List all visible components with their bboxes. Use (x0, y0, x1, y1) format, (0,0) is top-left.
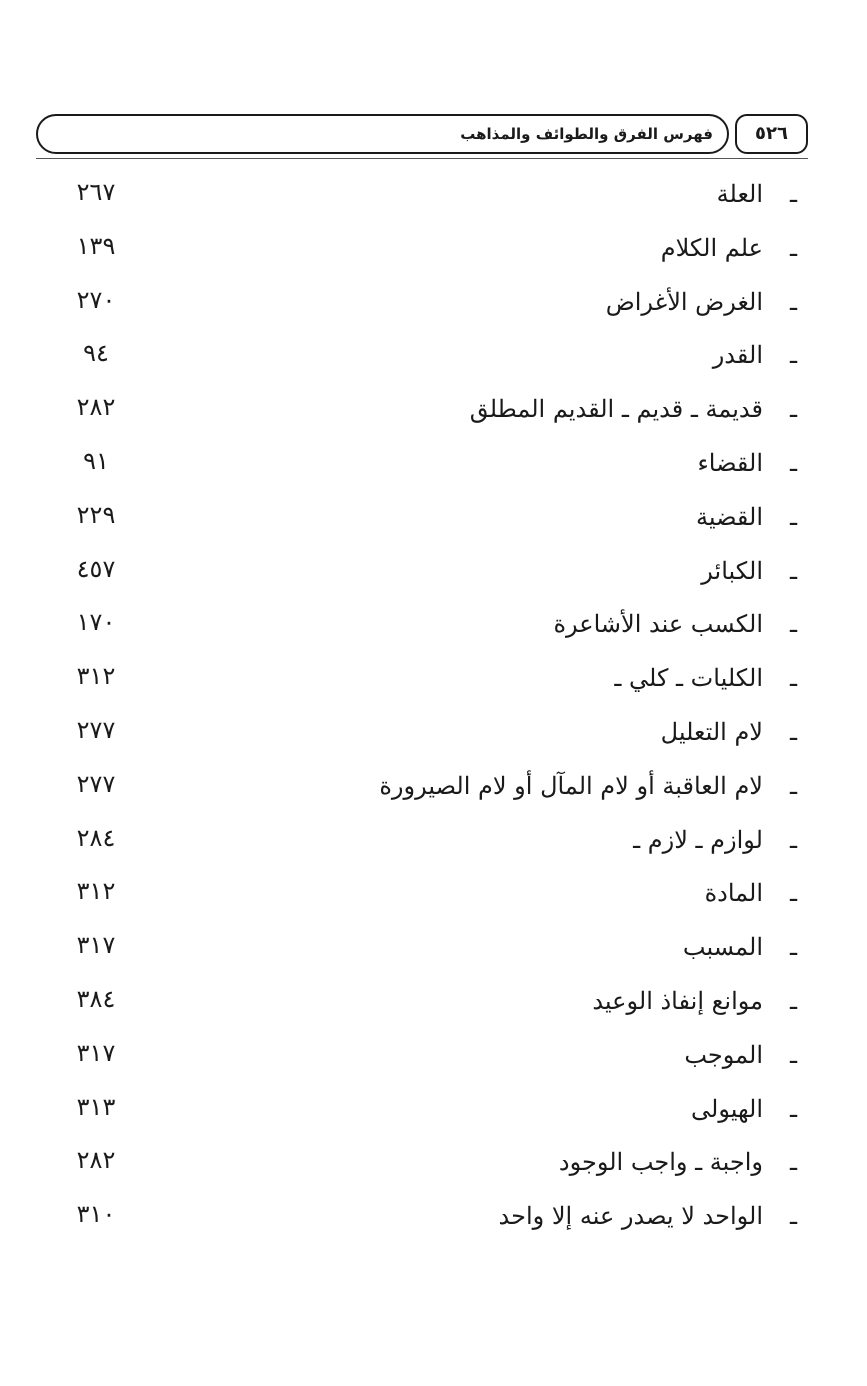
entry-dash: ـ (789, 502, 797, 531)
header-rule (36, 158, 808, 159)
index-entry (0, 598, 867, 652)
entry-page-number: ٣١٢ (76, 662, 116, 691)
entry-term: لام التعليل (660, 717, 763, 746)
entry-dash: ـ (789, 180, 797, 208)
entry-page-number: ٣١٧ (76, 931, 116, 960)
index-entry (0, 222, 867, 276)
index-entry (0, 706, 867, 760)
entry-page-number: ١٧٠ (76, 608, 116, 637)
index-entry (0, 652, 867, 706)
entry-term: الكليات ـ كلي ـ (614, 664, 763, 693)
entry-dash: ـ (789, 610, 797, 639)
running-title: فهرس الفرق والطوائف والمذاهب (36, 114, 729, 154)
entry-term: القضية (695, 502, 763, 531)
entry-page-number: ٢٨٢ (76, 393, 116, 422)
index-entry (0, 1083, 867, 1137)
index-entry (0, 1029, 867, 1083)
index-entry (0, 1136, 867, 1190)
index-entry (0, 276, 867, 330)
index-entry (0, 921, 867, 975)
entry-page-number: ٢٨٢ (76, 1146, 116, 1175)
entry-dash: ـ (789, 986, 797, 1015)
index-entry (0, 867, 867, 921)
entry-dash: ـ (789, 1040, 797, 1069)
entry-page-number: ٢٧٧ (76, 715, 116, 744)
index-entry (0, 437, 867, 491)
index-entry (0, 760, 867, 814)
entry-term: الغرض الأغراض (605, 287, 763, 316)
entry-term: الكبائر (701, 556, 763, 585)
index-list (0, 168, 867, 1244)
entry-term: واجبة ـ واجب الوجود (558, 1148, 763, 1177)
entry-dash: ـ (789, 287, 797, 316)
entry-term: المسبب (682, 933, 763, 962)
entry-dash: ـ (789, 664, 797, 693)
entry-term: القدر (712, 341, 763, 370)
entry-term: لوازم ـ لازم ـ (633, 825, 763, 854)
entry-dash: ـ (789, 933, 797, 962)
entry-dash: ـ (789, 448, 797, 477)
entry-dash: ـ (789, 341, 797, 370)
entry-term: قديمة ـ قديم ـ القديم المطلق (469, 395, 763, 424)
index-entry (0, 168, 867, 222)
entry-page-number: ٤٥٧ (76, 554, 116, 583)
index-entry (0, 814, 867, 868)
page-header (36, 114, 808, 158)
entry-term: لام العاقبة أو لام المآل أو لام الصيرورة (379, 771, 763, 800)
entry-page-number: ١٣٩ (76, 231, 116, 260)
entry-page-number: ٩١ (83, 446, 109, 475)
entry-page-number: ٢٢٩ (76, 500, 116, 529)
entry-term: علم الكلام (660, 233, 763, 262)
entry-page-number: ٢٧٠ (76, 285, 116, 314)
entry-dash: ـ (789, 825, 797, 854)
entry-term: الواحد لا يصدر عنه إلا واحد (498, 1202, 763, 1231)
index-entry (0, 1190, 867, 1244)
entry-page-number: ٣٨٤ (76, 984, 116, 1013)
entry-dash: ـ (789, 1148, 797, 1177)
entry-page-number: ٣١٢ (76, 877, 116, 906)
entry-term: الكسب عند الأشاعرة (553, 610, 763, 639)
index-entry (0, 975, 867, 1029)
index-entry (0, 491, 867, 545)
entry-dash: ـ (789, 717, 797, 746)
entry-dash: ـ (789, 1094, 797, 1123)
index-entry (0, 383, 867, 437)
entry-dash: ـ (789, 771, 797, 800)
entry-dash: ـ (789, 556, 797, 585)
entry-term: الهيولى (691, 1094, 763, 1123)
entry-term: الموجب (684, 1040, 763, 1069)
entry-term: موانع إنفاذ الوعيد (592, 986, 763, 1015)
entry-term: المادة (704, 879, 763, 908)
entry-dash: ـ (789, 395, 797, 424)
entry-dash: ـ (789, 1202, 797, 1231)
index-entry (0, 545, 867, 599)
entry-page-number: ٣١٠ (76, 1200, 116, 1229)
entry-dash: ـ (789, 879, 797, 908)
entry-dash: ـ (789, 233, 797, 262)
entry-page-number: ٣١٧ (76, 1038, 116, 1067)
entry-page-number: ٢٨٤ (76, 823, 116, 852)
index-entry (0, 329, 867, 383)
entry-page-number: ٩٤ (83, 339, 109, 368)
entry-page-number: ٢٦٧ (76, 178, 116, 206)
entry-term: القضاء (697, 448, 763, 477)
entry-page-number: ٢٧٧ (76, 769, 116, 798)
page-number: ٥٢٦ (735, 114, 808, 154)
entry-term: العلة (716, 180, 763, 208)
entry-page-number: ٣١٣ (76, 1092, 116, 1121)
